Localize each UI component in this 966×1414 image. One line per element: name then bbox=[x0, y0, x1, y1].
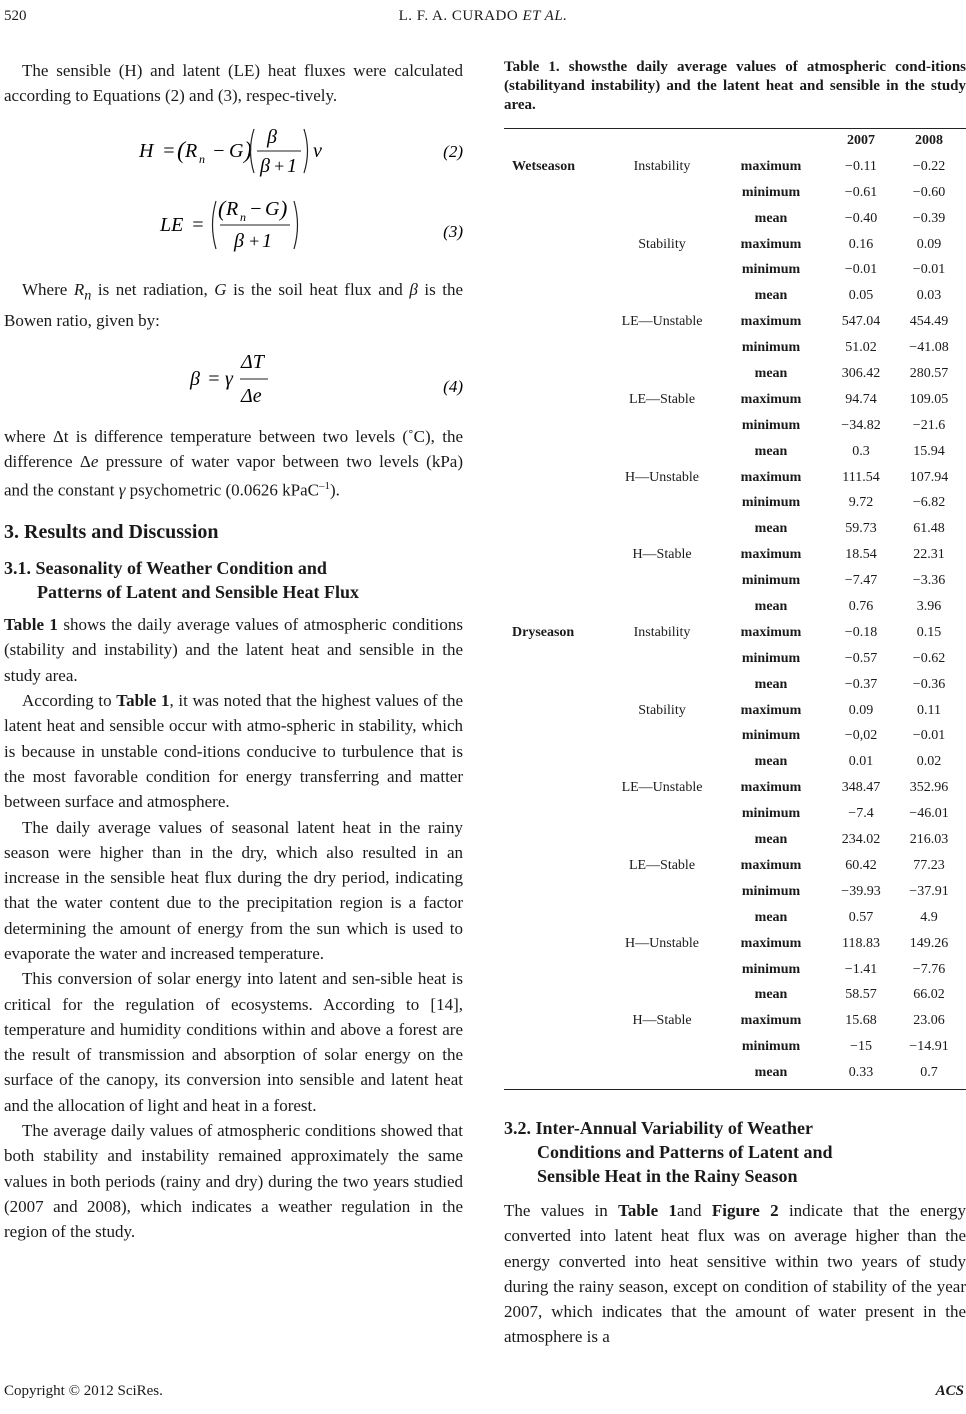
eq4-number: (4) bbox=[443, 376, 463, 396]
para5-table-ref[interactable]: Table 1 bbox=[116, 691, 170, 711]
table-row bbox=[504, 262, 966, 288]
paragraph-table-intro bbox=[4, 612, 463, 688]
table-cell-statistic: maximum bbox=[740, 391, 802, 407]
table-cell-statistic: maximum bbox=[740, 702, 802, 718]
table-row bbox=[504, 780, 966, 806]
eq2-bracket-right bbox=[304, 129, 308, 173]
data-table bbox=[504, 133, 966, 1091]
running-header bbox=[0, 8, 966, 25]
eq2-beta-den: β bbox=[260, 154, 270, 177]
table-cell-statistic: mean bbox=[754, 754, 788, 770]
right-column bbox=[504, 58, 966, 115]
table-cell-2007: 0.16 bbox=[848, 236, 874, 252]
table-row bbox=[504, 1039, 966, 1065]
table-top-rule bbox=[504, 128, 966, 129]
table-row bbox=[504, 625, 966, 651]
table-cell-2007: 348.47 bbox=[841, 780, 881, 796]
table-cell-statistic: mean bbox=[754, 676, 788, 692]
eq4-gamma: γ bbox=[225, 367, 233, 390]
table-cell-2008: 0.11 bbox=[917, 702, 941, 718]
table-cell-2007: −0,02 bbox=[844, 728, 878, 744]
eq4-lhs: β bbox=[190, 367, 200, 390]
table-cell-2007: 18.54 bbox=[845, 547, 877, 563]
table-cell-variable: Stability bbox=[638, 702, 686, 718]
table-cell-2007: −34.82 bbox=[841, 417, 881, 433]
table-cell-2007: 15.68 bbox=[845, 1013, 877, 1029]
table-cell-2007: −0.40 bbox=[844, 210, 878, 226]
table-cell-2008: 280.57 bbox=[909, 366, 949, 382]
table-cell-2007: −0.11 bbox=[845, 158, 877, 174]
para3-d: ). bbox=[330, 480, 340, 500]
sub31-line1: 3.1. Seasonality of Weather Condition and bbox=[4, 558, 327, 579]
table-row bbox=[504, 987, 966, 1013]
table-cell-statistic: maximum bbox=[740, 857, 802, 873]
table-cell-2007: −7.47 bbox=[844, 573, 878, 589]
table-cell-2007: 0.05 bbox=[848, 288, 874, 304]
table-cell-variable: H—Stable bbox=[632, 547, 692, 563]
table-cell-2007: 60.42 bbox=[845, 857, 877, 873]
table-cell-statistic: mean bbox=[754, 987, 788, 1003]
equation-4 bbox=[4, 340, 463, 418]
table-cell-statistic: maximum bbox=[740, 236, 802, 252]
table-cell-2008: −41.08 bbox=[909, 340, 949, 356]
para5-b: , it was noted that the highest values of the latent heat and sensible occur with atmo-spheric in stability, which is because in unstable cond-itions conducive to turbulence that is the most favorable condition for energy transferring and matter between surface and atmosphere. bbox=[4, 691, 463, 812]
table-cell-statistic: minimum bbox=[741, 728, 801, 744]
eq2-number: (2) bbox=[443, 141, 463, 161]
eq2-paren-close: ) bbox=[244, 137, 252, 164]
right-column-lower bbox=[504, 1116, 966, 1350]
table-cell-2008: 66.02 bbox=[913, 987, 945, 1003]
table-cell-2007: 234.02 bbox=[841, 832, 881, 848]
eq3-bracket-left bbox=[213, 201, 217, 249]
table-cell-statistic: mean bbox=[754, 366, 788, 382]
eq3-equals: = bbox=[191, 213, 205, 236]
table-cell-2007: 0.76 bbox=[848, 599, 874, 615]
sub32-line1: 3.2. Inter-Annual Variability of Weather bbox=[504, 1118, 814, 1138]
para2-b: is net radiation, bbox=[91, 279, 215, 299]
table-cell-2008: −3.36 bbox=[912, 573, 946, 589]
table-row bbox=[504, 573, 966, 599]
equation-2 bbox=[4, 115, 463, 189]
table-cell-2007: 111.54 bbox=[842, 469, 880, 485]
paragraph-highest-values bbox=[4, 688, 463, 814]
table-header-2008: 2008 bbox=[915, 133, 943, 148]
table-cell-statistic: mean bbox=[754, 599, 788, 615]
table-cell-2007: −0.57 bbox=[844, 650, 878, 666]
table-cell-variable: Instability bbox=[633, 624, 691, 640]
table-cell-season: Dryseason bbox=[512, 624, 575, 640]
table-cell-variable: LE—Stable bbox=[628, 857, 696, 873]
table-cell-2007: 547.04 bbox=[841, 314, 881, 330]
table-cell-2008: 352.96 bbox=[909, 780, 949, 796]
table-cell-2008: 216.03 bbox=[909, 832, 949, 848]
table-cell-2008: 23.06 bbox=[913, 1013, 945, 1029]
para9-b: and bbox=[676, 1201, 712, 1220]
eq2-rn: R bbox=[185, 139, 198, 162]
table-cell-2008: −0.22 bbox=[912, 158, 946, 174]
eq2-v: v bbox=[313, 139, 322, 162]
para2-beta: β bbox=[409, 279, 418, 299]
table-cell-2007: 306.42 bbox=[841, 366, 881, 382]
eq3-rn-sub: n bbox=[240, 209, 246, 224]
equation-2-graphic bbox=[4, 115, 463, 189]
table-cell-statistic: mean bbox=[754, 832, 788, 848]
table-cell-statistic: minimum bbox=[741, 495, 801, 511]
eq2-bracket-left bbox=[251, 129, 255, 173]
table-cell-2007: −0.37 bbox=[844, 676, 878, 692]
eq3-number: (3) bbox=[443, 221, 463, 241]
table-row bbox=[504, 1065, 966, 1091]
eq2-lhs: H bbox=[139, 139, 154, 162]
table-cell-2007: 51.02 bbox=[845, 340, 877, 356]
table-cell-2008: −0.60 bbox=[912, 184, 946, 200]
eq2-rn-sub: n bbox=[199, 151, 205, 166]
equation-3 bbox=[4, 189, 463, 263]
table-cell-2008: 77.23 bbox=[913, 857, 945, 873]
eq2-minus: − bbox=[212, 139, 226, 162]
table-row bbox=[504, 832, 966, 858]
sub31-line2: Patterns of Latent and Sensible Heat Flux bbox=[37, 582, 359, 603]
table-cell-statistic: minimum bbox=[741, 883, 801, 899]
para3-b: pressure of water vapor between two levels (kPa) and the constant bbox=[4, 451, 463, 500]
table-row bbox=[504, 962, 966, 988]
table-row bbox=[504, 651, 966, 677]
table-cell-statistic: maximum bbox=[740, 935, 802, 951]
table-cell-2008: 107.94 bbox=[909, 469, 949, 485]
para3-e: e bbox=[90, 451, 99, 471]
table-cell-variable: H—Unstable bbox=[625, 935, 699, 951]
table-cell-variable: Stability bbox=[638, 236, 686, 252]
table-cell-2007: −39.93 bbox=[841, 883, 881, 899]
header-authors-suffix: ET AL. bbox=[522, 8, 568, 24]
para3-a: where Δt is difference temperature between two levels (˚C), the difference Δ bbox=[4, 426, 463, 471]
eq3-g: G bbox=[265, 197, 280, 220]
sub32-line2: Conditions and Patterns of Latent and bbox=[537, 1142, 833, 1162]
section-heading-results: 3. Results and Discussion bbox=[4, 521, 219, 544]
table-cell-statistic: minimum bbox=[741, 184, 801, 200]
table-cell-statistic: minimum bbox=[741, 417, 801, 433]
table-caption: Table 1. showsthe daily average values of atmospheric cond-itions (stabilityand instability) and the latent heat and sensible in the study area. bbox=[504, 59, 966, 113]
table-cell-2008: 454.49 bbox=[909, 314, 949, 330]
table-cell-variable: LE—Unstable bbox=[621, 780, 703, 796]
table-row bbox=[504, 858, 966, 884]
table-cell-2008: −21.6 bbox=[912, 417, 946, 433]
equation-4-graphic bbox=[4, 340, 463, 418]
para2-rn-sub: n bbox=[84, 286, 92, 303]
table-cell-2008: 61.48 bbox=[913, 521, 945, 537]
footer-copyright: Copyright © 2012 SciRes. bbox=[4, 1383, 163, 1399]
table-cell-2008: 0.02 bbox=[916, 754, 942, 770]
para9-table-ref[interactable]: Table 1 bbox=[618, 1201, 677, 1220]
table-cell-statistic: mean bbox=[754, 288, 788, 304]
table-cell-statistic: mean bbox=[754, 1065, 788, 1081]
eq3-rn: R bbox=[226, 197, 239, 220]
table-row bbox=[504, 1013, 966, 1039]
table-cell-2008: −0.39 bbox=[912, 210, 946, 226]
eq4-equals: = bbox=[207, 367, 221, 390]
eq4-den: Δe bbox=[241, 384, 262, 407]
table-row bbox=[504, 288, 966, 314]
table-cell-2007: 118.83 bbox=[842, 935, 880, 951]
table-cell-2008: 149.26 bbox=[909, 935, 949, 951]
table-bottom-rule bbox=[504, 1089, 966, 1090]
table-row bbox=[504, 754, 966, 780]
para3-c: psychometric (0.0626 kPaC bbox=[125, 480, 320, 500]
table-cell-2007: 0.33 bbox=[848, 1065, 874, 1081]
table-cell-2007: −0.01 bbox=[844, 262, 878, 278]
table-cell-statistic: minimum bbox=[741, 1039, 801, 1055]
table-row bbox=[504, 470, 966, 496]
para2-d: is the Bowen ratio, given by: bbox=[4, 279, 463, 331]
table-row bbox=[504, 185, 966, 211]
table-cell-statistic: maximum bbox=[740, 1013, 802, 1029]
table-cell-2007: −0.61 bbox=[844, 184, 878, 200]
table-row bbox=[504, 521, 966, 547]
table-cell-2007: 58.57 bbox=[845, 987, 877, 1003]
para3-sup: –1 bbox=[319, 480, 331, 493]
table-row bbox=[504, 366, 966, 392]
table-cell-statistic: minimum bbox=[741, 340, 801, 356]
table-cell-variable: LE—Unstable bbox=[621, 314, 703, 330]
eq3-paren-open: ( bbox=[218, 195, 226, 221]
eq2-paren-open: ( bbox=[177, 137, 185, 164]
table-cell-2008: −46.01 bbox=[909, 806, 949, 822]
table-cell-2008: −7.76 bbox=[912, 961, 946, 977]
table-cell-statistic: minimum bbox=[741, 650, 801, 666]
table-cell-statistic: mean bbox=[754, 210, 788, 226]
table-cell-2008: 15.94 bbox=[913, 443, 945, 459]
para4-text: shows the daily average values of atmospheric conditions (stability and instability) and the latent heat and sensible in the study area. bbox=[4, 615, 463, 685]
eq3-beta: β bbox=[234, 229, 244, 252]
table-cell-statistic: mean bbox=[754, 909, 788, 925]
paragraph-where-rn bbox=[4, 277, 463, 334]
table-cell-statistic: maximum bbox=[740, 158, 802, 174]
table-cell-statistic: minimum bbox=[741, 262, 801, 278]
table-cell-2007: 0.57 bbox=[848, 909, 874, 925]
table-row bbox=[504, 599, 966, 625]
table-cell-statistic: mean bbox=[754, 443, 788, 459]
table-cell-2007: −0.18 bbox=[844, 624, 878, 640]
table-cell-2008: 0.7 bbox=[920, 1065, 938, 1081]
paragraph-average-daily: The average daily values of atmospheric conditions showed that both stability and instability remained approximately the same values in both periods (rainy and dry) during the two years studied (2007 and 2008), which indicates a weather regulation in the region of the study. bbox=[4, 1121, 463, 1242]
table-cell-2008: 22.31 bbox=[913, 547, 945, 563]
table-cell-statistic: maximum bbox=[740, 780, 802, 796]
table-cell-2007: 0.3 bbox=[852, 443, 870, 459]
table-cell-2007: 94.74 bbox=[845, 391, 877, 407]
paragraph-seasonal-latent: The daily average values of seasonal latent heat in the rainy season were higher than in the dry, which also resulted in an increase in the sensible heat flux during the dry period, indicating that the water content due to the precipitation region is a factor determining the amount of energy from the sun which is used to evaporate the water and increased temperature. bbox=[4, 817, 463, 963]
table-cell-2007: 0.09 bbox=[848, 702, 874, 718]
table-cell-2008: −6.82 bbox=[912, 495, 946, 511]
paragraph-conversion: This conversion of solar energy into latent and sen-sible heat is critical for the regulation of ecosystems. According to [14], temperature and humidity conditions within and above a forest are the result of transmission and absorption of solar energy on the surface of the canopy, its conversion into sensible and latent heat and the allocation of light and heat in a forest. bbox=[4, 969, 463, 1115]
table-row bbox=[504, 211, 966, 237]
table-cell-season: Wetseason bbox=[512, 158, 575, 174]
table-cell-2008: −0.36 bbox=[912, 676, 946, 692]
table-cell-2008: −0.01 bbox=[912, 262, 946, 278]
para9-c: indicate that the energy converted into latent heat flux was on average higher than the energy converted into heat sensitive within two years of study during the rainy season, except on condition of stability of the year 2007, which indicates that the amount of water present in the atmosphere is a bbox=[504, 1201, 966, 1347]
subsection-heading-3-1 bbox=[4, 556, 463, 604]
eq4-num: ΔT bbox=[241, 350, 264, 373]
left-column bbox=[4, 58, 463, 1245]
table-row bbox=[504, 495, 966, 521]
eq2-g: G bbox=[229, 139, 244, 162]
table-cell-variable: LE—Stable bbox=[628, 391, 696, 407]
sub32-line3: Sensible Heat in the Rainy Season bbox=[537, 1166, 798, 1186]
eq2-beta-num: β bbox=[267, 125, 277, 148]
header-authors: L. F. A. CURADO bbox=[398, 8, 519, 24]
eq3-minus: − bbox=[249, 197, 263, 220]
table-cell-2007: −15 bbox=[850, 1039, 872, 1055]
eq3-paren-close: ) bbox=[280, 195, 288, 221]
para5-a: According to bbox=[22, 691, 117, 711]
table-cell-2008: −0.62 bbox=[912, 650, 946, 666]
para3-gamma: γ bbox=[118, 480, 126, 500]
table-cell-2008: 4.9 bbox=[920, 909, 938, 925]
eq3-bracket-right bbox=[294, 201, 298, 249]
table-cell-2007: 0.01 bbox=[848, 754, 874, 770]
table-header-2007: 2007 bbox=[847, 133, 875, 148]
table-cell-2007: −1.41 bbox=[844, 961, 878, 977]
table-row bbox=[504, 703, 966, 729]
para2-c: is the soil heat flux and bbox=[226, 279, 410, 299]
table-row bbox=[504, 340, 966, 366]
table-row bbox=[504, 884, 966, 910]
table-cell-2008: 0.03 bbox=[916, 288, 942, 304]
eq3-lhs: LE bbox=[160, 213, 184, 236]
para9-a: The values in bbox=[504, 1201, 619, 1220]
subsection-heading-3-2 bbox=[504, 1116, 966, 1188]
table-row bbox=[504, 237, 966, 263]
equation-3-graphic bbox=[4, 189, 463, 263]
eq3-one: 1 bbox=[262, 229, 272, 252]
table-cell-variable: H—Stable bbox=[632, 1013, 692, 1029]
table-cell-variable: H—Unstable bbox=[625, 469, 699, 485]
table-row bbox=[504, 159, 966, 185]
paragraph-intro: The sensible (H) and latent (LE) heat fluxes were calculated according to Equations (2) and (3), respec-tively. bbox=[4, 61, 463, 106]
para2-a: Where bbox=[22, 279, 74, 299]
page-number: 520 bbox=[4, 8, 27, 24]
eq2-equals: = bbox=[162, 139, 176, 162]
table-cell-statistic: maximum bbox=[740, 547, 802, 563]
paragraph-inter-annual bbox=[504, 1198, 966, 1350]
para4-table-ref[interactable]: Table 1 bbox=[4, 615, 58, 635]
table-row bbox=[504, 806, 966, 832]
table-row bbox=[504, 936, 966, 962]
table-cell-2007: −7.4 bbox=[848, 806, 874, 822]
table-row bbox=[504, 728, 966, 754]
table-row bbox=[504, 392, 966, 418]
table-row bbox=[504, 910, 966, 936]
table-cell-2008: 0.15 bbox=[916, 624, 942, 640]
table-row bbox=[504, 677, 966, 703]
table-cell-2008: 0.09 bbox=[916, 236, 942, 252]
table-cell-statistic: minimum bbox=[741, 961, 801, 977]
paragraph-where-dt bbox=[4, 424, 463, 504]
table-cell-2007: 59.73 bbox=[845, 521, 877, 537]
table-row bbox=[504, 547, 966, 573]
table-cell-statistic: minimum bbox=[741, 806, 801, 822]
para2-g: G bbox=[214, 279, 227, 299]
table-cell-statistic: maximum bbox=[740, 624, 802, 640]
para2-rn: R bbox=[73, 279, 85, 299]
footer-journal: ACS bbox=[935, 1383, 964, 1399]
para9-figure-ref[interactable]: Figure 2 bbox=[711, 1201, 779, 1220]
table-cell-2008: 3.96 bbox=[916, 599, 942, 615]
eq2-plus: + bbox=[273, 155, 286, 176]
table-cell-2008: 109.05 bbox=[909, 391, 949, 407]
table-row bbox=[504, 444, 966, 470]
table-cell-statistic: maximum bbox=[740, 314, 802, 330]
table-cell-statistic: mean bbox=[754, 521, 788, 537]
table-header-row bbox=[504, 133, 966, 159]
eq3-plus: + bbox=[248, 230, 261, 251]
table-cell-statistic: minimum bbox=[741, 573, 801, 589]
table-cell-2008: −14.91 bbox=[909, 1039, 949, 1055]
table-cell-2007: 9.72 bbox=[848, 495, 874, 511]
eq2-one: 1 bbox=[287, 154, 297, 177]
table-row bbox=[504, 314, 966, 340]
table-cell-2008: −0.01 bbox=[912, 728, 946, 744]
table-cell-2008: −37.91 bbox=[909, 883, 949, 899]
table-cell-variable: Instability bbox=[633, 158, 691, 174]
table-row bbox=[504, 418, 966, 444]
table-cell-statistic: maximum bbox=[740, 469, 802, 485]
